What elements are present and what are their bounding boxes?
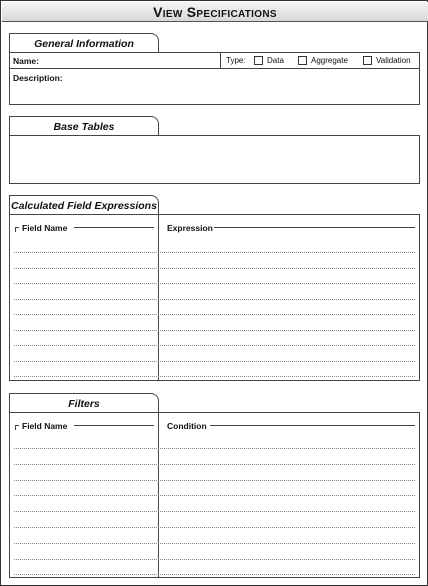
- type-label: Type:: [226, 56, 246, 65]
- entry-line[interactable]: [14, 448, 415, 449]
- entry-line[interactable]: [14, 283, 415, 284]
- expression-header-rule: [214, 227, 415, 228]
- entry-line[interactable]: [14, 543, 415, 544]
- calculated-field-expressions-box: [9, 214, 420, 381]
- filters-heading: Filters: [68, 398, 100, 410]
- filters-box: [9, 412, 420, 578]
- base-tables-heading: Base Tables: [53, 121, 115, 133]
- field-name-column-header: Field Name: [19, 223, 70, 233]
- form-title-bar: [2, 2, 428, 22]
- form-title: View Specifications: [153, 4, 277, 20]
- tab-filters: [9, 393, 159, 413]
- base-tables-box[interactable]: [9, 135, 420, 184]
- tab-general-information: [9, 33, 159, 53]
- tab-base-tables: [9, 116, 159, 136]
- field-name-header-rule-right: [74, 425, 154, 426]
- calculated-field-expressions-heading: Calculated Field Expressions: [11, 200, 157, 212]
- entry-line[interactable]: [14, 376, 415, 377]
- entry-line[interactable]: [14, 464, 415, 465]
- entry-line[interactable]: [14, 345, 415, 346]
- general-info-name-row: [10, 53, 419, 69]
- type-data-checkbox[interactable]: [254, 56, 263, 65]
- name-label: Name:: [13, 56, 39, 66]
- description-label: Description:: [13, 73, 63, 83]
- entry-line[interactable]: [14, 559, 415, 560]
- entry-line[interactable]: [14, 330, 415, 331]
- entry-line[interactable]: [14, 314, 415, 315]
- condition-column-header: Condition: [164, 421, 210, 431]
- type-aggregate-label: Aggregate: [311, 56, 348, 65]
- field-name-header-rule-right: [74, 227, 154, 228]
- tab-calculated-field-expressions: [9, 195, 159, 215]
- type-validation-checkbox[interactable]: [363, 56, 372, 65]
- entry-line[interactable]: [14, 574, 415, 575]
- entry-line[interactable]: [14, 480, 415, 481]
- entry-line[interactable]: [14, 252, 415, 253]
- entry-line[interactable]: [14, 527, 415, 528]
- type-validation-label: Validation: [376, 56, 411, 65]
- type-field: [220, 53, 421, 69]
- type-data-label: Data: [267, 56, 284, 65]
- type-aggregate-checkbox[interactable]: [298, 56, 307, 65]
- entry-line[interactable]: [14, 268, 415, 269]
- entry-line[interactable]: [14, 511, 415, 512]
- expression-column-header: Expression: [164, 223, 216, 233]
- general-information-heading: General Information: [34, 38, 134, 50]
- general-information-box: [9, 52, 420, 105]
- field-name-column-header: Field Name: [19, 421, 70, 431]
- condition-header-rule: [210, 425, 415, 426]
- column-divider: [158, 215, 159, 380]
- entry-line[interactable]: [14, 495, 415, 496]
- entry-line[interactable]: [14, 299, 415, 300]
- entry-line[interactable]: [14, 361, 415, 362]
